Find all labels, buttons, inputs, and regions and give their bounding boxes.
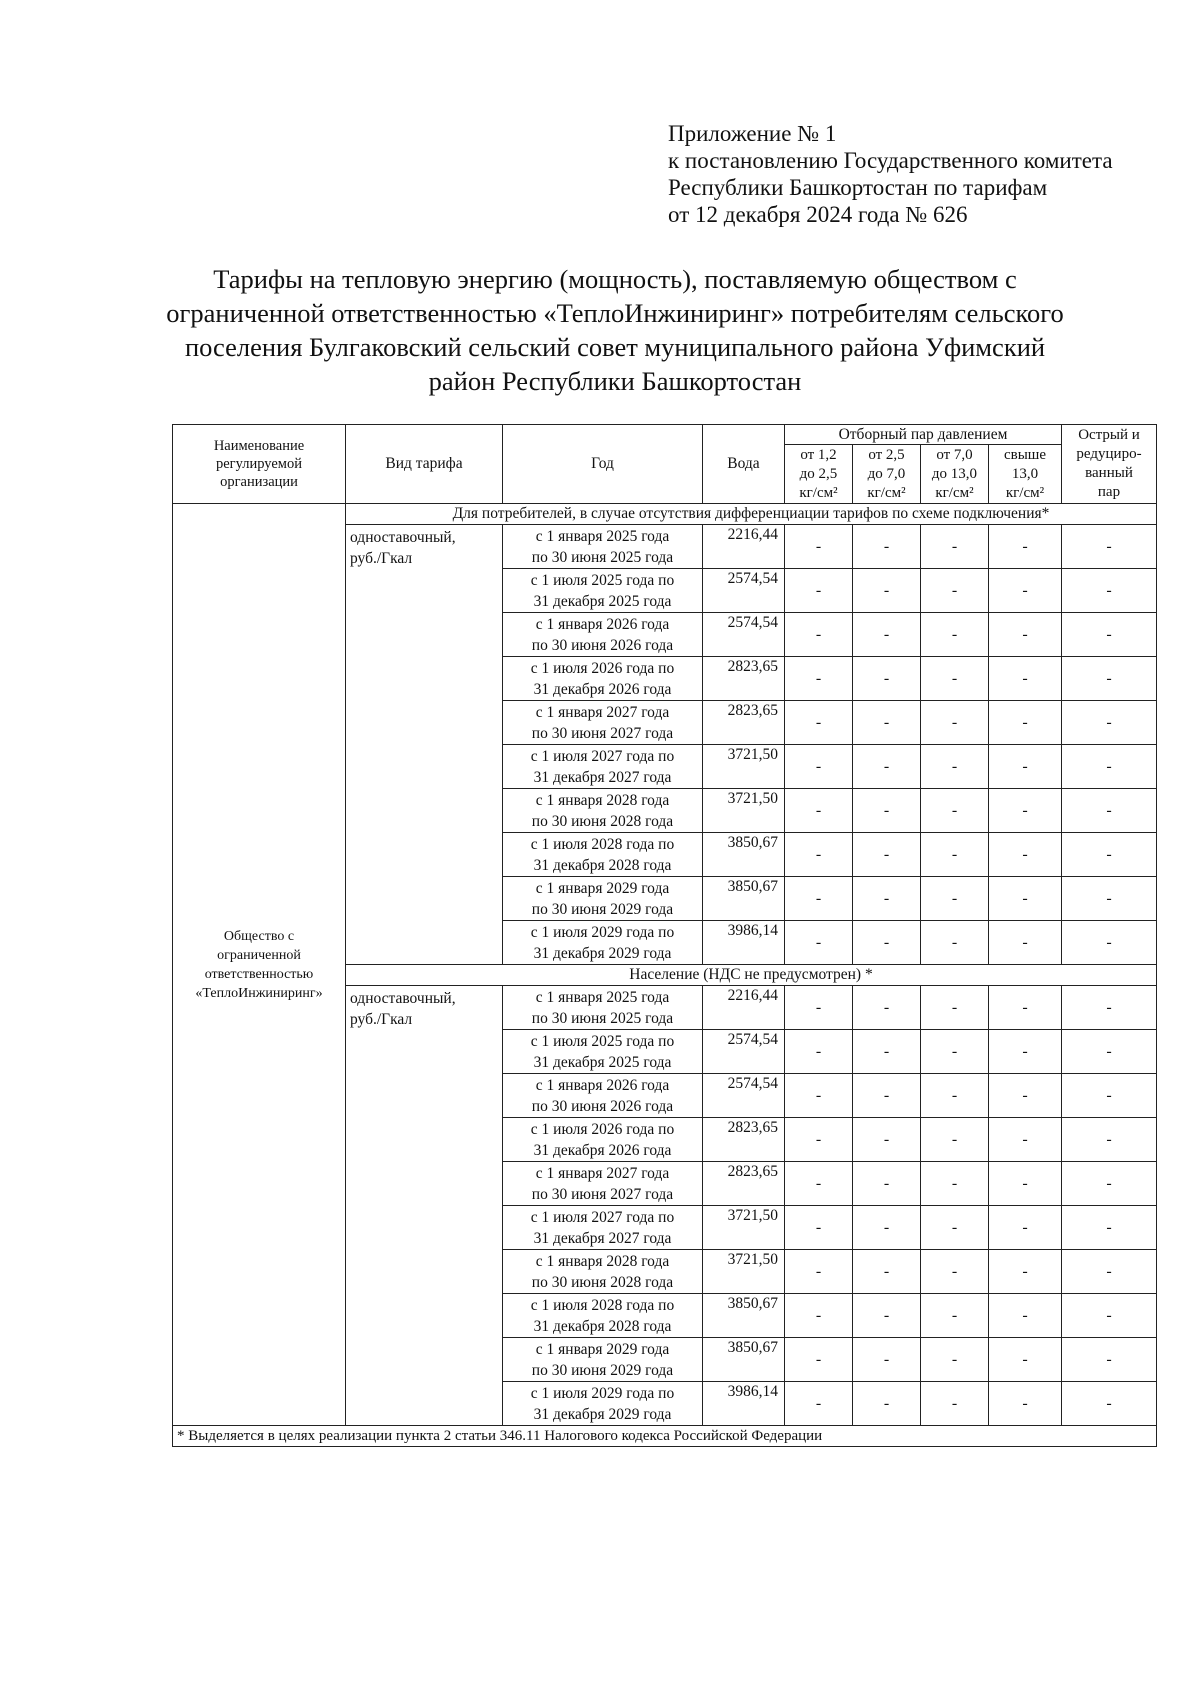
header-steam-group: Отборный пар давлением [785,425,1062,445]
water-value: 2574,54 [703,569,785,613]
empty-value: - [853,1338,921,1382]
period-cell: с 1 июля 2026 года по 31 декабря 2026 года [503,657,703,701]
water-value: 3986,14 [703,921,785,965]
water-value: 3850,67 [703,877,785,921]
empty-value: - [853,1250,921,1294]
empty-value: - [1062,657,1157,701]
empty-value: - [989,1206,1062,1250]
empty-value: - [853,657,921,701]
section-title: Для потребителей, в случае отсутствия дифференциации тарифов по схеме подключения* [346,504,1157,525]
annex-block [668,120,1113,228]
empty-value: - [1062,1382,1157,1426]
period-cell: с 1 июля 2027 года по 31 декабря 2027 года [503,1206,703,1250]
period-cell: с 1 января 2027 года по 30 июня 2027 года [503,701,703,745]
empty-value: - [785,1074,853,1118]
header-acute-steam: Острый и редуциро- ванный пар [1062,425,1157,504]
empty-value: - [853,921,921,965]
empty-value: - [853,1162,921,1206]
empty-value: - [1062,1206,1157,1250]
period-cell: с 1 января 2029 года по 30 июня 2029 года [503,877,703,921]
empty-value: - [785,1250,853,1294]
empty-value: - [921,877,989,921]
period-cell: с 1 января 2029 года по 30 июня 2029 года [503,1338,703,1382]
empty-value: - [921,789,989,833]
empty-value: - [921,1030,989,1074]
period-cell: с 1 июля 2025 года по 31 декабря 2025 года [503,1030,703,1074]
water-value: 2574,54 [703,613,785,657]
annex-line: от 12 декабря 2024 года № 626 [668,202,968,227]
empty-value: - [989,701,1062,745]
empty-value: - [785,745,853,789]
empty-value: - [1062,1162,1157,1206]
empty-value: - [921,525,989,569]
empty-value: - [785,1294,853,1338]
section-row [173,504,1157,525]
annex-line: Республики Башкортостан по тарифам [668,175,1048,200]
water-value: 2823,65 [703,1118,785,1162]
empty-value: - [785,1118,853,1162]
empty-value: - [853,613,921,657]
empty-value: - [989,1074,1062,1118]
empty-value: - [989,1118,1062,1162]
empty-value: - [1062,1250,1157,1294]
header-tariff-type: Вид тарифа [346,425,503,504]
empty-value: - [853,745,921,789]
table-body [173,504,1157,1447]
water-value: 2574,54 [703,1030,785,1074]
empty-value: - [785,657,853,701]
water-value: 2823,65 [703,701,785,745]
header-water: Вода [703,425,785,504]
period-cell: с 1 июля 2028 года по 31 декабря 2028 года [503,833,703,877]
empty-value: - [785,833,853,877]
header-steam-4: свыше 13,0 кг/см² [989,445,1062,504]
period-cell: с 1 января 2028 года по 30 июня 2028 года [503,1250,703,1294]
empty-value: - [785,921,853,965]
empty-value: - [921,569,989,613]
empty-value: - [921,1118,989,1162]
annex-line: Приложение № 1 [668,121,837,146]
header-steam-2: от 2,5 до 7,0 кг/см² [853,445,921,504]
empty-value: - [989,569,1062,613]
period-cell: с 1 января 2027 года по 30 июня 2027 года [503,1162,703,1206]
empty-value: - [785,1206,853,1250]
period-cell: с 1 января 2025 года по 30 июня 2025 года [503,986,703,1030]
empty-value: - [853,525,921,569]
empty-value: - [989,921,1062,965]
empty-value: - [785,701,853,745]
empty-value: - [989,1250,1062,1294]
tariff-table [172,424,1157,1447]
empty-value: - [1062,525,1157,569]
empty-value: - [989,525,1062,569]
header-steam-3: от 7,0 до 13,0 кг/см² [921,445,989,504]
water-value: 2823,65 [703,1162,785,1206]
empty-value: - [785,569,853,613]
empty-value: - [989,986,1062,1030]
empty-value: - [1062,1074,1157,1118]
empty-value: - [1062,1294,1157,1338]
water-value: 3850,67 [703,1338,785,1382]
empty-value: - [853,1206,921,1250]
empty-value: - [921,833,989,877]
water-value: 3721,50 [703,1250,785,1294]
empty-value: - [785,1162,853,1206]
empty-value: - [921,657,989,701]
empty-value: - [921,1294,989,1338]
tariff-type: одноставочный, руб./Гкал [346,986,503,1426]
period-cell: с 1 января 2026 года по 30 июня 2026 года [503,613,703,657]
empty-value: - [921,1162,989,1206]
empty-value: - [1062,833,1157,877]
title-line: ограниченной ответственностью «ТеплоИнжиниринг» потребителям сельского [166,298,1064,328]
header-organization: Наименование регулируемой организации [173,425,346,504]
empty-value: - [785,525,853,569]
empty-value: - [853,833,921,877]
period-cell: с 1 января 2026 года по 30 июня 2026 года [503,1074,703,1118]
water-value: 3850,67 [703,833,785,877]
empty-value: - [921,1074,989,1118]
empty-value: - [1062,1118,1157,1162]
empty-value: - [989,789,1062,833]
tariff-type: одноставочный, руб./Гкал [346,525,503,965]
empty-value: - [785,1030,853,1074]
empty-value: - [853,1382,921,1426]
header-steam-1: от 1,2 до 2,5 кг/см² [785,445,853,504]
empty-value: - [989,657,1062,701]
header-year: Год [503,425,703,504]
empty-value: - [921,921,989,965]
period-cell: с 1 января 2028 года по 30 июня 2028 года [503,789,703,833]
empty-value: - [785,1338,853,1382]
empty-value: - [989,1382,1062,1426]
title-line: поселения Булгаковский сельский совет муниципального района Уфимский [184,332,1046,362]
empty-value: - [921,613,989,657]
empty-value: - [921,986,989,1030]
empty-value: - [921,701,989,745]
footnote-row [173,1426,1157,1447]
period-cell: с 1 января 2025 года по 30 июня 2025 года [503,525,703,569]
document-title [150,262,1080,398]
water-value: 3721,50 [703,1206,785,1250]
empty-value: - [785,789,853,833]
period-cell: с 1 июля 2029 года по 31 декабря 2029 года [503,921,703,965]
empty-value: - [921,745,989,789]
annex-line: к постановлению Государственного комитета [668,148,1113,173]
title-line: Тарифы на тепловую энергию (мощность), поставляемую обществом с [213,264,1017,294]
empty-value: - [1062,921,1157,965]
organization-name: Общество с ограниченной ответственностью «ТеплоИнжиниринг» [173,504,346,1426]
empty-value: - [853,1074,921,1118]
water-value: 3986,14 [703,1382,785,1426]
empty-value: - [853,1118,921,1162]
empty-value: - [853,877,921,921]
empty-value: - [785,986,853,1030]
empty-value: - [989,833,1062,877]
empty-value: - [1062,613,1157,657]
empty-value: - [921,1338,989,1382]
water-value: 2216,44 [703,525,785,569]
empty-value: - [989,745,1062,789]
water-value: 3721,50 [703,789,785,833]
empty-value: - [853,569,921,613]
water-value: 2216,44 [703,986,785,1030]
empty-value: - [921,1382,989,1426]
empty-value: - [1062,986,1157,1030]
title-line: район Республики Башкортостан [428,366,802,396]
empty-value: - [853,789,921,833]
empty-value: - [853,1294,921,1338]
empty-value: - [1062,701,1157,745]
empty-value: - [785,877,853,921]
water-value: 3721,50 [703,745,785,789]
empty-value: - [989,877,1062,921]
empty-value: - [989,1162,1062,1206]
empty-value: - [1062,1338,1157,1382]
empty-value: - [785,1382,853,1426]
empty-value: - [1062,745,1157,789]
empty-value: - [921,1250,989,1294]
period-cell: с 1 июля 2027 года по 31 декабря 2027 года [503,745,703,789]
water-value: 3850,67 [703,1294,785,1338]
empty-value: - [785,613,853,657]
period-cell: с 1 июля 2026 года по 31 декабря 2026 года [503,1118,703,1162]
section-title: Население (НДС не предусмотрен) * [346,965,1157,986]
period-cell: с 1 июля 2025 года по 31 декабря 2025 года [503,569,703,613]
empty-value: - [989,1338,1062,1382]
empty-value: - [1062,789,1157,833]
empty-value: - [1062,569,1157,613]
water-value: 2823,65 [703,657,785,701]
empty-value: - [853,701,921,745]
empty-value: - [1062,877,1157,921]
empty-value: - [853,1030,921,1074]
empty-value: - [989,1294,1062,1338]
empty-value: - [921,1206,989,1250]
footnote: * Выделяется в целях реализации пункта 2 статьи 346.11 Налогового кодекса Российской Федерации [173,1426,1157,1447]
empty-value: - [989,1030,1062,1074]
empty-value: - [1062,1030,1157,1074]
empty-value: - [989,613,1062,657]
empty-value: - [853,986,921,1030]
water-value: 2574,54 [703,1074,785,1118]
period-cell: с 1 июля 2028 года по 31 декабря 2028 года [503,1294,703,1338]
period-cell: с 1 июля 2029 года по 31 декабря 2029 года [503,1382,703,1426]
